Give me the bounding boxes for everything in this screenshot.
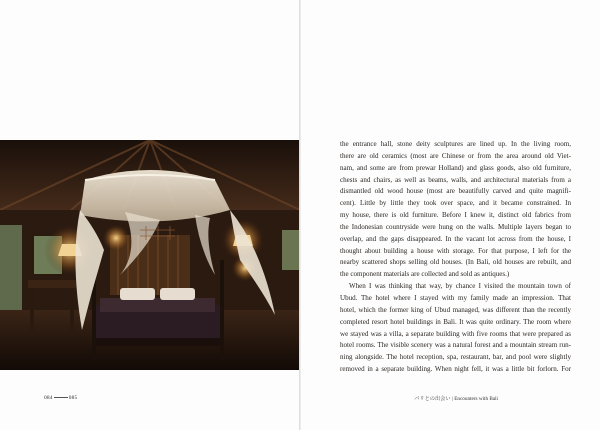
bedroom-photo <box>0 140 300 370</box>
text-line: the Indonesian countryside were hung on the walls. Multiple layers began to <box>340 222 571 231</box>
running-head <box>414 395 498 402</box>
text-line: thought about building a house with storage. For that purpose, I left for the <box>340 246 571 255</box>
paragraph-1 <box>340 139 571 281</box>
folio <box>44 395 77 401</box>
text-line: hotel rooms. The visible scenery was a natural forest and a mountain stream run- <box>340 341 571 350</box>
paragraph-2 <box>340 281 571 376</box>
running-head-japanese: バリとの出会い <box>414 396 451 402</box>
text-line: ning alongside. The hotel reception, spa, restaurant, bar, and pool were slightly <box>340 353 571 362</box>
folio-rule <box>54 397 68 398</box>
text-line: nam, and some are from prewar Holland) and glass goods, also old furniture, <box>340 163 571 172</box>
text-line: there are old ceramics (most are Chinese or from the area around old Viet- <box>340 151 571 160</box>
running-head-english: Encounters with Bali <box>454 396 498 402</box>
text-line: completed resort hotel buildings in Bali. It was quite ordinary. The room where <box>340 317 571 326</box>
text-line: the entrance hall, stone deity sculptures are lined up. In the living room, <box>340 140 571 148</box>
running-head-separator: | <box>451 396 453 402</box>
text-line: cent). Little by little they took over space, and it became constrained. In <box>340 199 571 208</box>
text-line: dismantled old wood house (most are beautifully carved and quite magnifi- <box>340 187 571 196</box>
canopy-bed-illustration <box>0 140 300 370</box>
text-line: removed in a separate building. When night fell, it was a little bit forlorn. For <box>340 365 571 374</box>
folio-right-number: 085 <box>68 395 78 401</box>
text-line: chests and chairs, as well as beams, walls, and architectural materials from a <box>340 175 571 184</box>
body-text <box>340 139 571 376</box>
folio-left-number: 084 <box>44 395 53 401</box>
text-line: hotel, which the former king of Ubud managed, was different than the recently <box>340 305 571 314</box>
text-line: When I was thinking that way, by chance I visited the mountain town of <box>349 282 571 291</box>
text-line: Ubud. The hotel where I stayed with my family made an impression. That <box>340 293 571 302</box>
text-line: we stayed was a villa, a separate building with five rooms that were prepared as <box>340 329 571 338</box>
text-line: nearby scattered shops selling old houses. (In Bali, old houses are rebuilt, and <box>340 258 571 267</box>
text-line: the component materials are collected and sold as antiques.) <box>340 270 510 279</box>
text-line: my house, there is old furniture. Before I knew it, distinct old fabrics from <box>340 211 571 220</box>
text-line: overlap, and the gaps disappeared. In the vacant lot across from the house, I <box>340 234 571 243</box>
